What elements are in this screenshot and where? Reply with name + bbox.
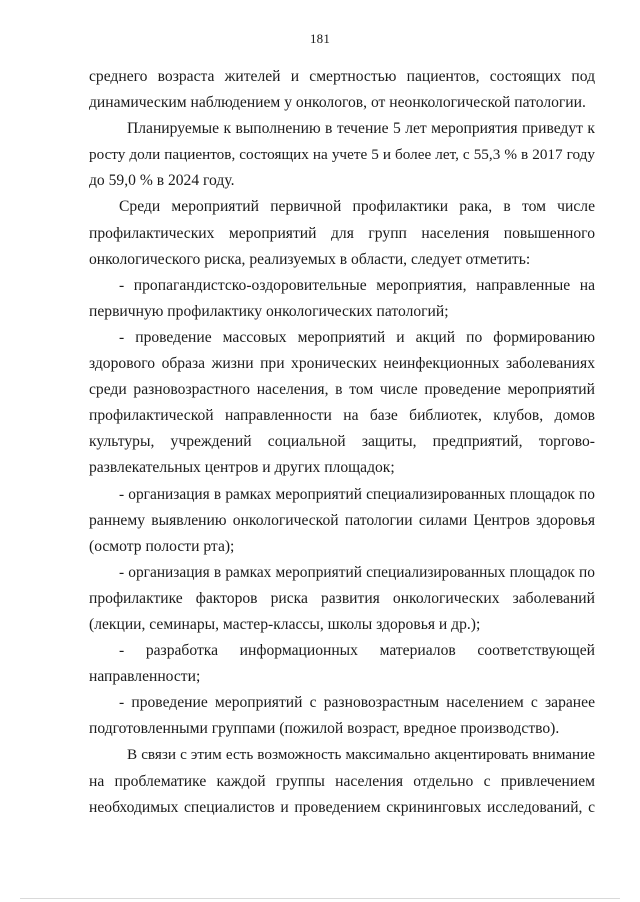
body-text: [89, 64, 595, 821]
text-line: направленности;: [89, 668, 201, 686]
text-line: культуры, учреждений социальной защиты, предприятий, торгово-: [89, 433, 595, 451]
text-line: - пропагандистско-оздоровительные мероприятия, направленные на: [119, 276, 595, 294]
page-bottom-edge: [20, 898, 620, 899]
text-line: подготовленными группами (пожилой возраст, вредное производство).: [89, 720, 560, 738]
text-line: профилактике факторов риска развития онкологических заболеваний: [89, 589, 595, 607]
text-line: - проведение массовых мероприятий и акций по формированию: [119, 328, 595, 346]
text-line: здорового образа жизни при хронических неинфекционных заболеваниях: [89, 355, 595, 373]
page-number: 181: [309, 31, 331, 46]
text-line: онкологического риска, реализуемых в области, следует отметить:: [89, 250, 531, 268]
text-line: до 59,0 % в 2024 году.: [89, 172, 235, 190]
text-line: - организация в рамках мероприятий специализированных площадок по: [119, 485, 595, 503]
text-line: - проведение мероприятий с разновозрастным населением с заранее: [119, 694, 595, 712]
text-line: В связи с этим есть возможность максимально акцентировать внимание: [127, 746, 595, 764]
text-line: на проблематике каждой группы населения отдельно с привлечением: [89, 772, 595, 790]
text-line: профилактической направленности на базе библиотек, клубов, домов: [89, 407, 595, 425]
text-line: - организация в рамках мероприятий специализированных площадок по: [119, 563, 595, 581]
text-line: - разработка информационных материалов соответствующей: [119, 642, 595, 660]
text-line: необходимых специалистов и проведением скрининговых исследований, с: [89, 798, 595, 816]
text-line: среднего возраста жителей и смертностью пациентов, состоящих под: [89, 68, 595, 85]
text-line: (лекции, семинары, мастер-классы, школы здоровья и др.);: [89, 615, 481, 633]
text-line: Планируемые к выполнению в течение 5 лет мероприятия приведут к: [127, 120, 595, 138]
text-line: росту доли пациентов, состоящих на учете 5 и более лет, с 55,3 % в 2017 году: [89, 146, 595, 164]
text-line: среди разновозрастного населения, в том числе проведение мероприятий: [89, 381, 595, 399]
text-line: раннему выявлению онкологической патологии силами Центров здоровья: [89, 511, 595, 529]
text-line: Среди мероприятий первичной профилактики рака, в том числе: [119, 198, 595, 216]
text-line: первичную профилактику онкологических патологий;: [89, 302, 449, 320]
text-line: профилактических мероприятий для групп населения повышенного: [89, 224, 595, 242]
text-line: динамическим наблюдением у онкологов, от неонкологической патологии.: [89, 94, 586, 112]
text-line: (осмотр полости рта);: [89, 537, 235, 555]
text-line: развлекательных центров и других площадок;: [89, 459, 395, 477]
